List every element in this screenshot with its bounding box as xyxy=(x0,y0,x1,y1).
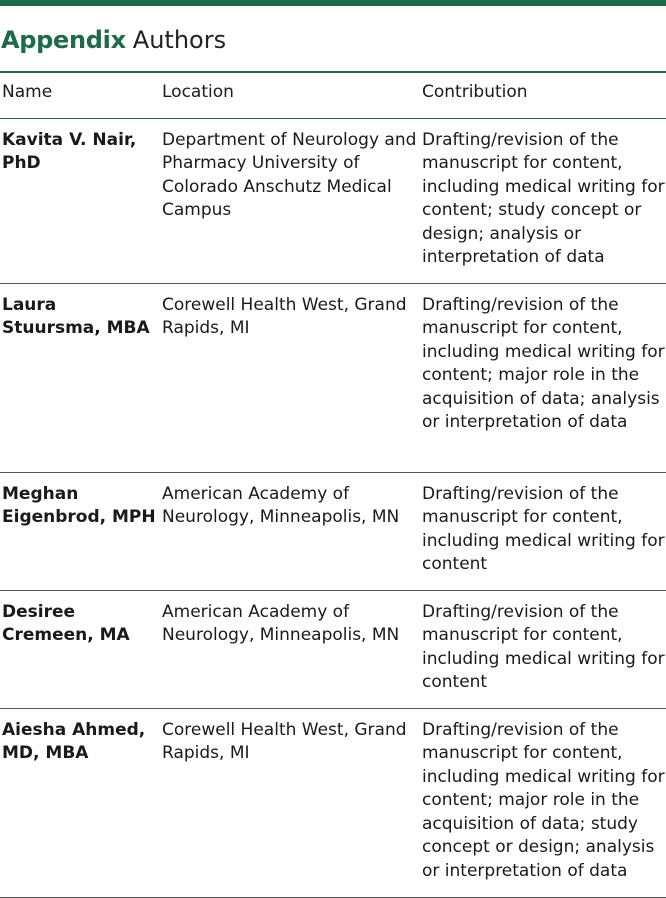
column-header-name: Name xyxy=(0,72,160,118)
table-row xyxy=(0,118,666,283)
author-name: Laura Stuursma, MBA xyxy=(0,283,160,472)
table-row xyxy=(0,472,666,590)
table-title-subject: Authors xyxy=(132,26,227,54)
authors-table xyxy=(0,71,666,898)
author-contribution: Drafting/revision of the manuscript for content, including medical writing for content; major role in the acquisition of data; study concept or design; analysis or interpretation of data xyxy=(420,708,666,897)
column-header-contribution: Contribution xyxy=(420,72,666,118)
top-accent-bar xyxy=(0,0,666,6)
table-title-label: Appendix xyxy=(1,26,126,54)
table-title xyxy=(1,24,226,56)
author-name: Kavita V. Nair, PhD xyxy=(0,118,160,283)
table-row xyxy=(0,590,666,708)
author-location: Corewell Health West, Grand Rapids, MI xyxy=(160,708,420,897)
author-name: Aiesha Ahmed, MD, MBA xyxy=(0,708,160,897)
author-location: American Academy of Neurology, Minneapolis, MN xyxy=(160,472,420,590)
author-location: Corewell Health West, Grand Rapids, MI xyxy=(160,283,420,472)
table-header-row xyxy=(0,72,666,118)
author-location: Department of Neurology and Pharmacy University of Colorado Anschutz Medical Campus xyxy=(160,118,420,283)
author-name: Meghan Eigenbrod, MPH xyxy=(0,472,160,590)
author-name: Desiree Cremeen, MA xyxy=(0,590,160,708)
author-contribution: Drafting/revision of the manuscript for content, including medical writing for content; major role in the acquisition of data; analysis or interpretation of data xyxy=(420,283,666,472)
column-header-location: Location xyxy=(160,72,420,118)
author-contribution: Drafting/revision of the manuscript for content, including medical writing for content xyxy=(420,472,666,590)
table-row xyxy=(0,283,666,472)
author-location: American Academy of Neurology, Minneapolis, MN xyxy=(160,590,420,708)
author-contribution: Drafting/revision of the manuscript for content, including medical writing for content xyxy=(420,590,666,708)
table-row xyxy=(0,708,666,897)
author-contribution: Drafting/revision of the manuscript for content, including medical writing for content; study concept or design; analysis or interpretation of data xyxy=(420,118,666,283)
